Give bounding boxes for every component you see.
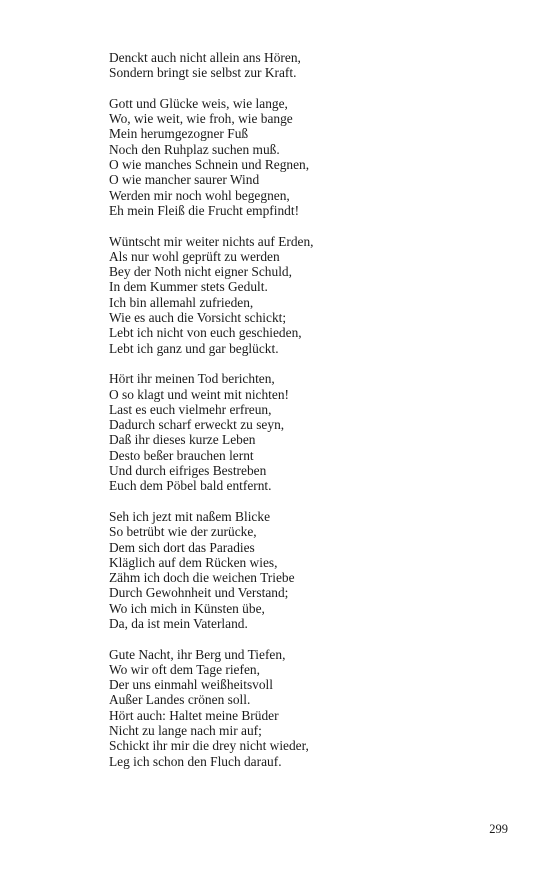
poem-body [109,50,509,784]
poem-line: Desto beßer brauchen lernt [109,447,254,463]
poem-line: Lebt ich ganz und gar beglückt. [109,340,279,356]
poem-line: Seh ich jezt mit naßem Blicke [109,508,271,524]
poem-line: Wo, wie weit, wie froh, wie bange [109,111,293,127]
poem-line: O wie mancher saurer Wind [109,172,260,188]
poem-line: Lebt ich nicht von euch geschieden, [109,325,302,341]
poem-line: O wie manches Schnein und Regnen, [109,157,310,173]
poem-line: Euch dem Pöbel bald entfernt. [109,478,272,494]
poem-line: Werden mir noch wohl begegnen, [109,187,290,203]
stanza [109,371,509,493]
poem-line: Denckt auch nicht allein ans Hören, [109,50,301,65]
poem-line: Gute Nacht, ihr Berg und Tiefen, [109,646,286,662]
poem-line: Da, da ist mein Vaterland. [109,615,248,631]
poem-line: Schickt ihr mir die drey nicht wieder, [109,738,309,754]
poem-line: Durch Gewohnheit und Verstand; [109,585,289,601]
poem-line: Bey der Noth nicht eigner Schuld, [109,264,292,280]
poem-line: Wo ich mich in Künsten übe, [109,600,265,616]
poem-line: Ich bin allemahl zufrieden, [109,294,254,310]
stanza [109,509,509,631]
poem-line: Kläglich auf dem Rücken wies, [109,554,278,570]
poem-line: Dem sich dort das Paradies [109,539,255,555]
poem-line: So betrübt wie der zurücke, [109,524,257,540]
stanza [109,96,509,218]
poem-line: Wüntscht mir weiter nichts auf Erden, [109,233,314,249]
poem-line: Hört auch: Haltet meine Brüder [109,707,279,723]
poem-line: Außer Landes crönen soll. [109,692,251,708]
poem-line: Noch den Ruhplaz suchen muß. [109,141,280,157]
poem-line: Gott und Glücke weis, wie lange, [109,95,288,111]
poem-line: Sondern bringt sie selbst zur Kraft. [109,65,297,81]
stanza [109,234,509,356]
poem-line: Als nur wohl geprüft zu werden [109,248,280,264]
poem-line: Der uns einmahl weißheitsvoll [109,677,274,693]
poem-line: Daß ihr dieses kurze Leben [109,432,256,448]
poem-line: Wie es auch die Vorsicht schickt; [109,310,287,326]
poem-line: Eh mein Fleiß die Frucht empfindt! [109,202,300,218]
poem-line: Hört ihr meinen Tod berichten, [109,371,275,387]
poem-line: Mein herumgezogner Fuß [109,126,249,142]
page-number: 299 [489,822,508,836]
poem-line: Wo wir oft dem Tage riefen, [109,661,260,677]
stanza [109,50,509,81]
poem-line: Dadurch scharf erweckt zu seyn, [109,417,285,433]
poem-line: Und durch eifriges Bestreben [109,463,267,479]
poem-line: In dem Kummer stets Gedult. [109,279,268,295]
stanza [109,647,509,769]
poem-line: O so klagt und weint mit nichten! [109,386,290,402]
poem-line: Leg ich schon den Fluch darauf. [109,753,282,769]
poem-line: Last es euch vielmehr erfreun, [109,401,272,417]
poem-line: Zähm ich doch die weichen Triebe [109,570,295,586]
poem-line: Nicht zu lange nach mir auf; [109,723,262,739]
